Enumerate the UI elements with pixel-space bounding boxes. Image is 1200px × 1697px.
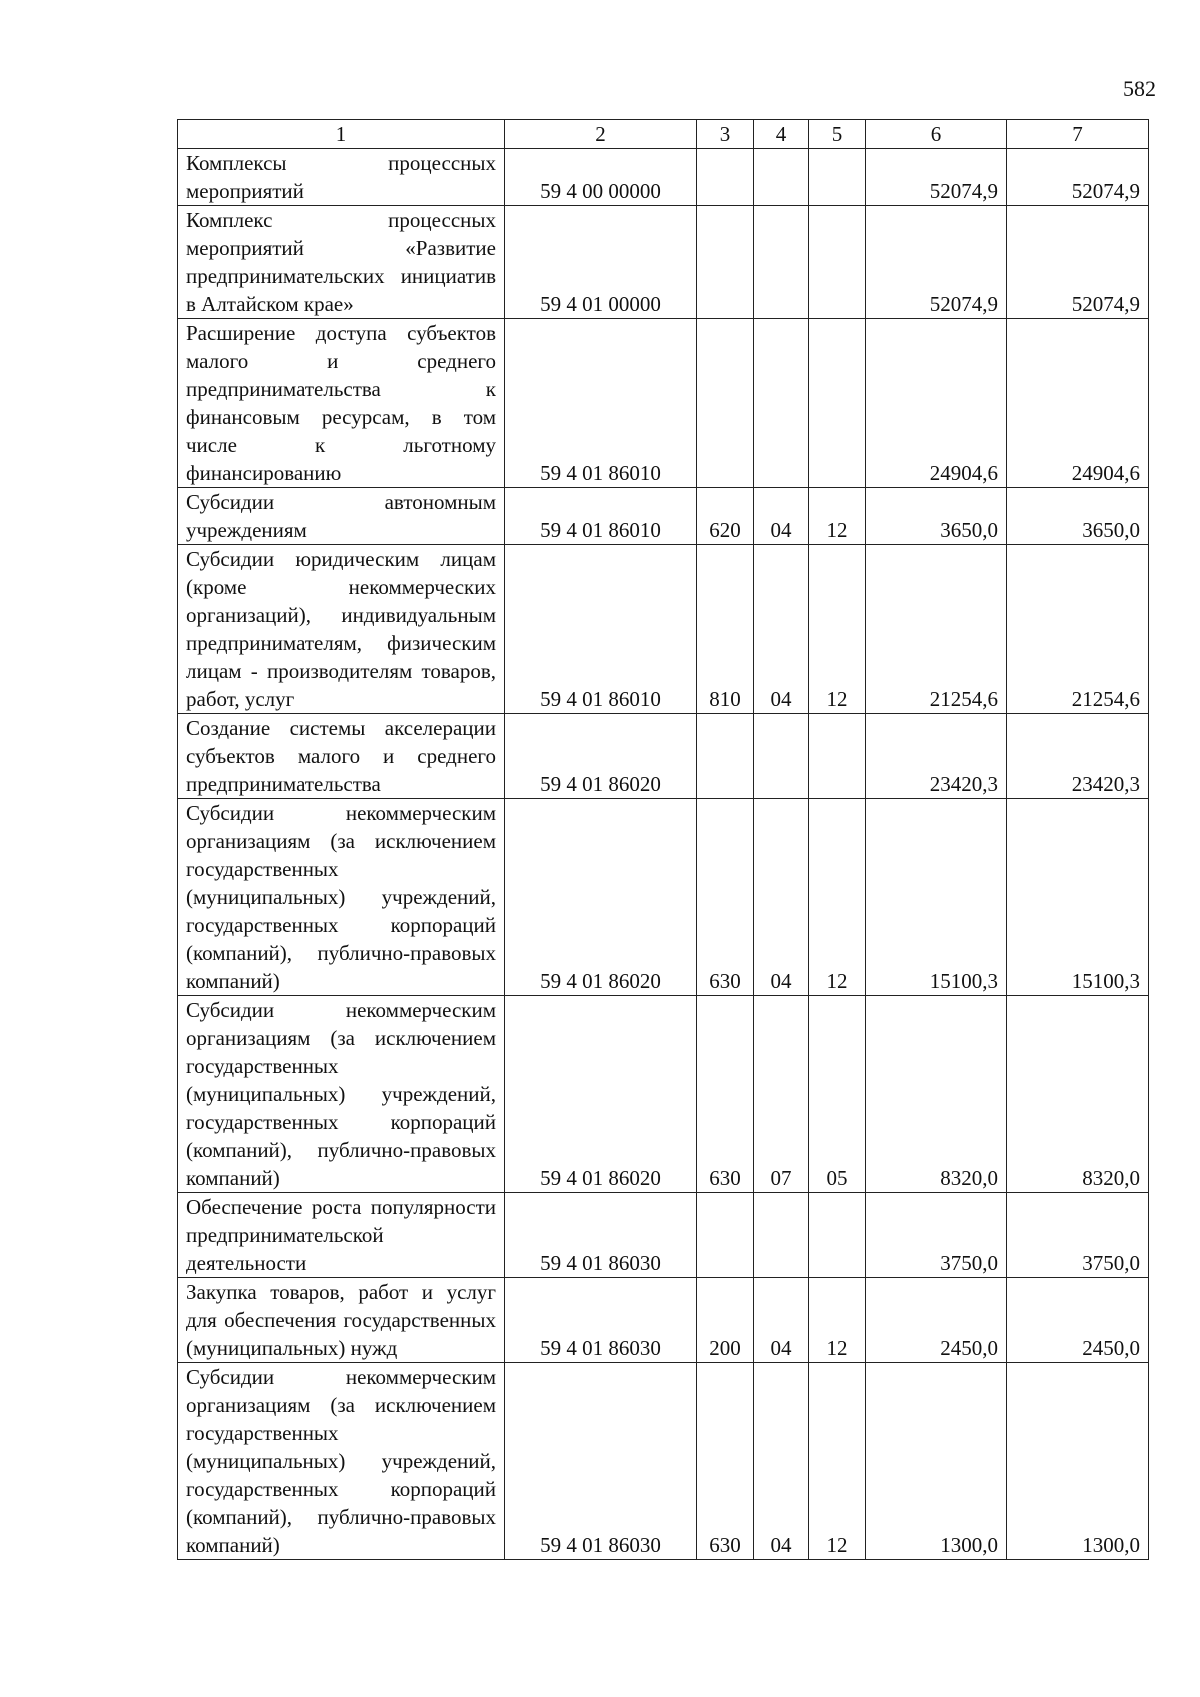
row-subsection: 12 bbox=[809, 545, 866, 714]
row-name: Субсидии некоммерческим организациям (за исключением государственных (муниципальных) учреждений, государственных корпораций (компаний), публично-правовых компаний) bbox=[178, 996, 505, 1193]
row-section: 04 bbox=[754, 1278, 809, 1363]
row-target-code: 59 4 01 86020 bbox=[505, 714, 697, 799]
header-col-4: 4 bbox=[754, 120, 809, 149]
header-col-2: 2 bbox=[505, 120, 697, 149]
table-row bbox=[178, 799, 1149, 996]
table-row bbox=[178, 1278, 1149, 1363]
header-col-1: 1 bbox=[178, 120, 505, 149]
row-sum-col7: 3650,0 bbox=[1007, 488, 1149, 545]
row-target-code: 59 4 01 86020 bbox=[505, 799, 697, 996]
row-sum-col7: 23420,3 bbox=[1007, 714, 1149, 799]
row-sum-col7: 8320,0 bbox=[1007, 996, 1149, 1193]
row-expense-type bbox=[697, 319, 754, 488]
row-sum-col6: 21254,6 bbox=[866, 545, 1007, 714]
budget-table bbox=[177, 119, 1149, 1560]
row-sum-col6: 52074,9 bbox=[866, 149, 1007, 206]
row-sum-col6: 3750,0 bbox=[866, 1193, 1007, 1278]
row-name: Расширение доступа субъектов малого и среднего предпринимательства к финансовым ресурсам, в том числе к льготному финансированию bbox=[178, 319, 505, 488]
page-number: 582 bbox=[1123, 76, 1156, 101]
header-col-3: 3 bbox=[697, 120, 754, 149]
table-row bbox=[178, 488, 1149, 545]
row-target-code: 59 4 01 00000 bbox=[505, 206, 697, 319]
table-header bbox=[178, 120, 1149, 149]
row-subsection: 12 bbox=[809, 799, 866, 996]
row-section bbox=[754, 319, 809, 488]
row-target-code: 59 4 01 86030 bbox=[505, 1193, 697, 1278]
row-name: Закупка товаров, работ и услуг для обеспечения государственных (муниципальных) нужд bbox=[178, 1278, 505, 1363]
row-expense-type bbox=[697, 149, 754, 206]
row-name: Комплексы процессных мероприятий bbox=[178, 149, 505, 206]
row-sum-col7: 15100,3 bbox=[1007, 799, 1149, 996]
row-subsection bbox=[809, 1193, 866, 1278]
row-target-code: 59 4 01 86010 bbox=[505, 545, 697, 714]
row-section: 07 bbox=[754, 996, 809, 1193]
header-col-6: 6 bbox=[866, 120, 1007, 149]
row-sum-col6: 1300,0 bbox=[866, 1363, 1007, 1560]
row-name: Субсидии юридическим лицам (кроме некоммерческих организаций), индивидуальным предпринимателям, физическим лицам - производителям товаров, работ, услуг bbox=[178, 545, 505, 714]
row-target-code: 59 4 00 00000 bbox=[505, 149, 697, 206]
row-target-code: 59 4 01 86010 bbox=[505, 488, 697, 545]
row-target-code: 59 4 01 86010 bbox=[505, 319, 697, 488]
row-section bbox=[754, 1193, 809, 1278]
row-sum-col7: 1300,0 bbox=[1007, 1363, 1149, 1560]
table-body bbox=[178, 149, 1149, 1560]
row-subsection: 12 bbox=[809, 488, 866, 545]
row-subsection bbox=[809, 149, 866, 206]
table-row bbox=[178, 149, 1149, 206]
row-sum-col6: 2450,0 bbox=[866, 1278, 1007, 1363]
row-sum-col6: 52074,9 bbox=[866, 206, 1007, 319]
row-name: Субсидии автономным учреждениям bbox=[178, 488, 505, 545]
row-expense-type: 200 bbox=[697, 1278, 754, 1363]
table-row bbox=[178, 1363, 1149, 1560]
row-subsection: 12 bbox=[809, 1278, 866, 1363]
row-subsection bbox=[809, 714, 866, 799]
row-subsection: 12 bbox=[809, 1363, 866, 1560]
row-target-code: 59 4 01 86030 bbox=[505, 1363, 697, 1560]
row-expense-type: 630 bbox=[697, 799, 754, 996]
row-name: Субсидии некоммерческим организациям (за исключением государственных (муниципальных) учреждений, государственных корпораций (компаний), публично-правовых компаний) bbox=[178, 799, 505, 996]
row-expense-type bbox=[697, 714, 754, 799]
row-subsection bbox=[809, 206, 866, 319]
row-sum-col6: 3650,0 bbox=[866, 488, 1007, 545]
row-name: Обеспечение роста популярности предпринимательской деятельности bbox=[178, 1193, 505, 1278]
row-section bbox=[754, 206, 809, 319]
row-section bbox=[754, 714, 809, 799]
table-row bbox=[178, 996, 1149, 1193]
header-col-7: 7 bbox=[1007, 120, 1149, 149]
table-row bbox=[178, 714, 1149, 799]
row-sum-col6: 15100,3 bbox=[866, 799, 1007, 996]
row-name: Комплекс процессных мероприятий «Развитие предпринимательских инициатив в Алтайском крае» bbox=[178, 206, 505, 319]
header-row bbox=[178, 120, 1149, 149]
row-expense-type: 630 bbox=[697, 996, 754, 1193]
row-sum-col6: 24904,6 bbox=[866, 319, 1007, 488]
row-sum-col6: 8320,0 bbox=[866, 996, 1007, 1193]
table-row bbox=[178, 545, 1149, 714]
row-section: 04 bbox=[754, 1363, 809, 1560]
table-row bbox=[178, 319, 1149, 488]
row-sum-col7: 2450,0 bbox=[1007, 1278, 1149, 1363]
row-expense-type bbox=[697, 1193, 754, 1278]
row-sum-col7: 52074,9 bbox=[1007, 149, 1149, 206]
row-section: 04 bbox=[754, 488, 809, 545]
row-name: Субсидии некоммерческим организациям (за исключением государственных (муниципальных) учреждений, государственных корпораций (компаний), публично-правовых компаний) bbox=[178, 1363, 505, 1560]
row-section: 04 bbox=[754, 545, 809, 714]
row-expense-type bbox=[697, 206, 754, 319]
row-target-code: 59 4 01 86020 bbox=[505, 996, 697, 1193]
header-col-5: 5 bbox=[809, 120, 866, 149]
table-row bbox=[178, 206, 1149, 319]
row-subsection bbox=[809, 319, 866, 488]
row-sum-col7: 21254,6 bbox=[1007, 545, 1149, 714]
row-sum-col6: 23420,3 bbox=[866, 714, 1007, 799]
row-sum-col7: 3750,0 bbox=[1007, 1193, 1149, 1278]
row-expense-type: 620 bbox=[697, 488, 754, 545]
row-expense-type: 630 bbox=[697, 1363, 754, 1560]
row-sum-col7: 24904,6 bbox=[1007, 319, 1149, 488]
row-target-code: 59 4 01 86030 bbox=[505, 1278, 697, 1363]
row-section: 04 bbox=[754, 799, 809, 996]
row-sum-col7: 52074,9 bbox=[1007, 206, 1149, 319]
row-name: Создание системы акселерации субъектов малого и среднего предпринимательства bbox=[178, 714, 505, 799]
table-row bbox=[178, 1193, 1149, 1278]
row-section bbox=[754, 149, 809, 206]
row-expense-type: 810 bbox=[697, 545, 754, 714]
row-subsection: 05 bbox=[809, 996, 866, 1193]
